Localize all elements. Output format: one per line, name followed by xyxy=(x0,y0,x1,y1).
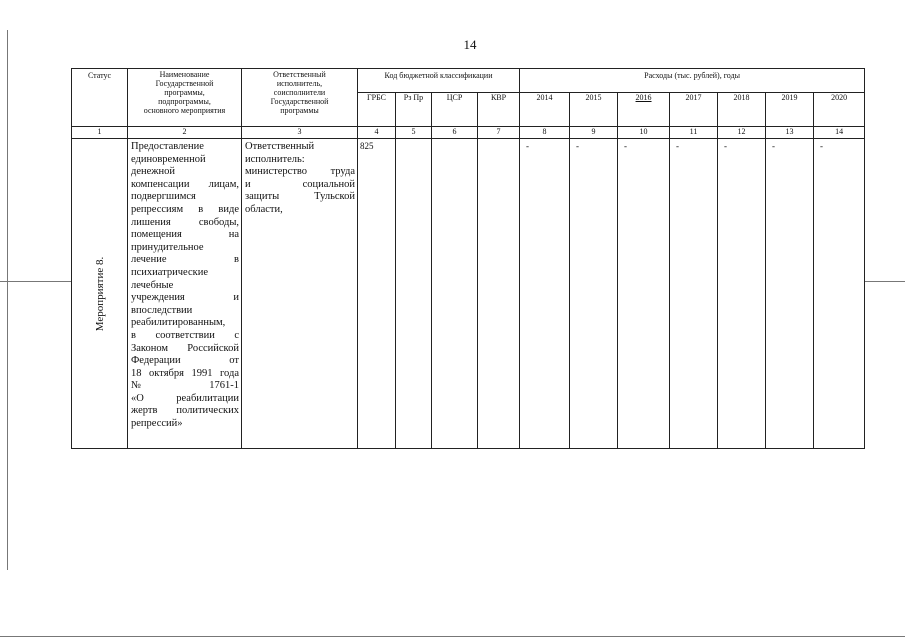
row-name-line: Законом Российской xyxy=(131,342,239,354)
row-name-line: репрессий» xyxy=(131,418,183,430)
row-name-line: № 1761-1 xyxy=(131,380,239,392)
column-number: 14 xyxy=(814,127,865,139)
row-name-line: учреждения и xyxy=(131,292,239,304)
row-name-line: подвергшимся xyxy=(131,191,196,203)
header-year-2018: 2018 xyxy=(718,93,766,127)
row-name-line: в соответствии с xyxy=(131,329,239,341)
row-name-line: денежной xyxy=(131,166,176,178)
column-number: 13 xyxy=(766,127,814,139)
header-year-2019: 2019 xyxy=(766,93,814,127)
row-name-line: жертв политических xyxy=(131,405,239,417)
column-number: 8 xyxy=(520,127,570,139)
row-name-line: психиатрические xyxy=(131,266,208,278)
scan-edge-left xyxy=(7,30,8,570)
header-grbs: ГРБС xyxy=(358,93,396,127)
column-number: 1 xyxy=(72,127,128,139)
column-number: 9 xyxy=(570,127,618,139)
header-rzpr: Рз Пр xyxy=(396,93,432,127)
row-name-line: 18 октября 1991 года xyxy=(131,367,239,379)
row-kvr xyxy=(478,139,520,449)
row-csr xyxy=(432,139,478,449)
column-number: 4 xyxy=(358,127,396,139)
header-csr: ЦСР xyxy=(432,93,478,127)
header-year-2020: 2020 xyxy=(814,93,865,127)
header-executor: Ответственный исполнитель, соисполнители Государственной программы xyxy=(242,69,358,127)
scan-fold-right xyxy=(864,281,905,282)
row-executor-line: и социальной xyxy=(245,178,355,190)
row-executor-line: защиты Тульской xyxy=(245,191,355,203)
header-row-top xyxy=(72,69,865,93)
column-number: 12 xyxy=(718,127,766,139)
scan-edge-bottom xyxy=(0,636,905,637)
row-name-line: принудительное xyxy=(131,241,204,253)
row-name-line: лишения свободы, xyxy=(131,216,239,228)
header-expenses-group: Расходы (тыс. рублей), годы xyxy=(520,69,865,93)
column-number: 3 xyxy=(242,127,358,139)
row-expense-2014: - xyxy=(520,139,570,449)
column-number: 11 xyxy=(670,127,718,139)
row-name-line: Предоставление xyxy=(131,141,204,152)
budget-table xyxy=(71,68,865,449)
row-expense-2016: - xyxy=(618,139,670,449)
row-executor xyxy=(242,139,358,449)
column-number: 2 xyxy=(128,127,242,139)
row-name xyxy=(128,139,242,449)
header-status: Статус xyxy=(72,69,128,127)
row-executor-line: Ответственный xyxy=(245,141,315,152)
row-expense-2017: - xyxy=(670,139,718,449)
header-year-2015: 2015 xyxy=(570,93,618,127)
column-number-row xyxy=(72,127,865,139)
header-name: Наименование Государственной программы, подпрограммы, основного мероприятия xyxy=(128,69,242,127)
row-name-line: «О реабилитации xyxy=(131,392,239,404)
scan-fold-left xyxy=(0,281,71,282)
row-executor-lines xyxy=(245,141,355,217)
row-name-line: компенсации лицам, xyxy=(131,178,239,190)
column-number: 5 xyxy=(396,127,432,139)
row-name-line: Федерации от xyxy=(131,355,239,367)
row-name-line: единовременной xyxy=(131,153,206,165)
column-number: 7 xyxy=(478,127,520,139)
row-expense-2015: - xyxy=(570,139,618,449)
row-expense-2018: - xyxy=(718,139,766,449)
row-name-lines xyxy=(131,141,239,431)
row-executor-line: исполнитель: xyxy=(245,153,305,165)
header-year-2016: 2016 xyxy=(618,93,670,127)
row-executor-line: министерство труда xyxy=(245,166,355,178)
row-name-line: реабилитированным, xyxy=(131,317,226,329)
row-name-line: лечебные xyxy=(131,279,174,291)
row-name-line: впоследствии xyxy=(131,304,193,316)
header-year-2017: 2017 xyxy=(670,93,718,127)
column-number: 6 xyxy=(432,127,478,139)
header-budget-code-group: Код бюджетной классификации xyxy=(358,69,520,93)
row-status-label: Мероприятие 8. xyxy=(93,256,106,331)
table-row xyxy=(72,139,865,449)
column-number: 10 xyxy=(618,127,670,139)
row-expense-2020: - xyxy=(814,139,865,449)
row-executor-line: области, xyxy=(245,203,283,215)
row-name-line: лечение в xyxy=(131,254,239,266)
row-rzpr xyxy=(396,139,432,449)
row-status xyxy=(72,139,128,449)
page-number: 14 xyxy=(463,37,477,52)
row-grbs: 825 xyxy=(358,139,396,449)
row-name-line: репрессиям в виде xyxy=(131,203,239,215)
row-name-line: помещения на xyxy=(131,229,239,241)
header-kvr: КВР xyxy=(478,93,520,127)
header-year-2014: 2014 xyxy=(520,93,570,127)
row-expense-2019: - xyxy=(766,139,814,449)
